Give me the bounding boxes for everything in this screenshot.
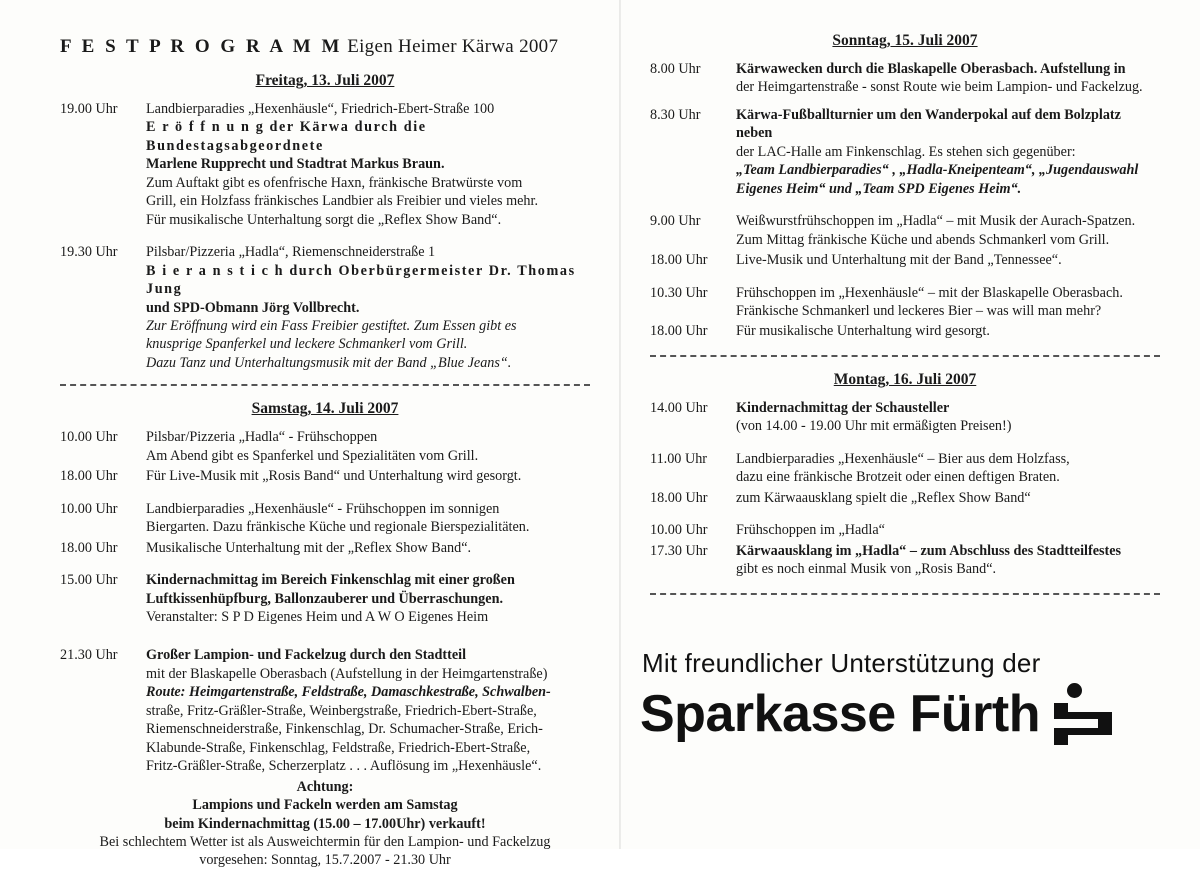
entry-line: knusprige Spanferkel und leckere Schmankerl vom Grill. — [146, 336, 468, 353]
entry-line: und SPD-Obmann Jörg Vollbrecht. — [146, 299, 360, 316]
entry-body — [146, 571, 590, 626]
entry-body — [146, 539, 590, 557]
program-entry — [60, 100, 590, 229]
page-title-spaced: F E S T P R O G R A M M — [60, 36, 343, 57]
entry-time: 10.00 Uhr — [60, 500, 118, 517]
entry-line: Am Abend gibt es Spanferkel und Spezialitäten vom Grill. — [146, 447, 479, 464]
program-entry — [60, 428, 590, 465]
entry-time: 14.00 Uhr — [650, 399, 708, 416]
program-entry — [650, 450, 1160, 487]
entry-line: Riemenschneiderstraße, Finkenschlag, Dr. Schumacher-Straße, Erich- — [146, 721, 543, 738]
entry-line: Pilsbar/Pizzeria „Hadla“ - Frühschoppen — [146, 429, 378, 446]
program-entry — [650, 106, 1160, 198]
program-entry — [650, 322, 1160, 340]
entry-line: Fritz-Gräßler-Straße, Scherzerplatz . . . Auflösung im „Hexenhäusle“. — [146, 758, 542, 775]
entry-body — [736, 521, 1160, 539]
entry-time: 8.00 Uhr — [650, 61, 701, 77]
program-entry — [650, 489, 1160, 507]
entry-line: Zum Mittag fränkische Küche und abends Schmankerl vom Grill. — [736, 231, 1110, 248]
entry-line: Landbierparadies „Hexenhäusle“ - Frühschoppen im sonnigen — [146, 500, 500, 517]
program-entry — [60, 571, 590, 626]
entry-time: 18.00 Uhr — [650, 252, 708, 269]
program-entry — [650, 251, 1160, 269]
entry-body — [736, 450, 1160, 487]
entry-time: 17.30 Uhr — [650, 542, 708, 559]
page-title — [60, 36, 590, 58]
spacer — [650, 99, 1160, 106]
entry-body — [736, 489, 1160, 507]
spacer — [650, 509, 1160, 521]
entry-line: Für musikalische Unterhaltung sorgt die „Reflex Show Band“. — [146, 211, 502, 228]
entry-line: Pilsbar/Pizzeria „Hadla“, Riemenschneiderstraße 1 — [146, 244, 436, 261]
entry-time: 10.00 Uhr — [650, 522, 708, 539]
entry-line: der LAC-Halle am Finkenschlag. Es stehen sich gegenüber: — [736, 143, 1076, 160]
entry-line: gibt es noch einmal Musik von „Rosis Band“. — [736, 561, 997, 578]
notice-fallback-line: vorgesehen: Sonntag, 15.7.2007 - 21.30 Uhr — [199, 852, 451, 869]
entry-line: Frühschoppen im „Hadla“ — [736, 522, 885, 539]
entry-body — [736, 284, 1160, 321]
spacer — [60, 231, 590, 243]
sponsor-intro-text: Mit freundlicher Unterstützung der — [642, 648, 1041, 678]
entry-line: (von 14.00 - 19.00 Uhr mit ermäßigten Preisen!) — [736, 418, 1012, 435]
entry-line: Biergarten. Dazu fränkische Küche und regionale Bierspezialitäten. — [146, 519, 530, 536]
entry-body — [146, 646, 590, 775]
spacer — [650, 200, 1160, 212]
entry-line: Für Live-Musik mit „Rosis Band“ und Unterhaltung wird gesorgt. — [146, 468, 522, 485]
notice-line: beim Kindernachmittag (15.00 – 17.00Uhr) verkauft! — [164, 815, 486, 832]
section-divider — [650, 593, 1160, 595]
entry-line: Musikalische Unterhaltung mit der „Reflex Show Band“. — [146, 539, 472, 556]
entry-time: 18.00 Uhr — [650, 323, 708, 340]
entry-line: „Team Landbierparadies“ , „Hadla-Kneipenteam“, „Jugendauswahl — [736, 162, 1139, 179]
entry-line: Kärwaausklang im „Hadla“ – zum Abschluss des Stadtteilfestes — [736, 542, 1122, 559]
day-heading-monday: Montag, 16. Juli 2007 — [833, 370, 977, 388]
sponsor-brand-name: Sparkasse Fürth — [640, 685, 1040, 743]
day-heading-sunday: Sonntag, 15. Juli 2007 — [832, 32, 978, 49]
entry-line: Landbierparadies „Hexenhäusle“, Friedrich-Ebert-Straße 100 — [146, 101, 495, 117]
entry-line: Veranstalter: S P D Eigenes Heim und A W O Eigenes Heim — [146, 608, 489, 625]
program-entry — [60, 467, 590, 485]
program-entry — [60, 646, 590, 775]
entry-line: straße, Fritz-Gräßler-Straße, Weinbergstraße, Friedrich-Ebert-Straße, — [146, 702, 537, 719]
program-entry — [650, 542, 1160, 579]
entry-time: 11.00 Uhr — [650, 450, 708, 467]
spacer — [60, 488, 590, 500]
entry-body — [146, 467, 590, 485]
entry-line: der Heimgartenstraße - sonst Route wie beim Lampion- und Fackelzug. — [736, 79, 1143, 96]
entry-time: 9.00 Uhr — [650, 213, 701, 230]
section-divider — [60, 384, 590, 386]
entry-time: 8.30 Uhr — [650, 106, 701, 123]
spacer — [60, 559, 590, 571]
entry-line: Frühschoppen im „Hexenhäusle“ – mit der Blaskapelle Oberasbach. — [736, 284, 1123, 301]
entry-time: 21.30 Uhr — [60, 647, 118, 664]
entry-body — [146, 428, 590, 465]
entry-line: E r ö f f n u n g der Kärwa durch die Bundestagsabgeordnete — [146, 119, 427, 154]
entry-body — [736, 212, 1160, 249]
entry-body — [146, 500, 590, 537]
entry-body — [736, 106, 1160, 198]
sponsor-block — [640, 648, 1180, 745]
program-entry — [650, 399, 1160, 436]
spacer — [60, 628, 590, 646]
notice-block — [60, 778, 590, 870]
entry-line: Weißwurstfrühschoppen im „Hadla“ – mit Musik der Aurach-Spatzen. — [736, 213, 1136, 230]
entry-line: B i e r a n s t i c h durch Oberbürgermeister Dr. Thomas Jung — [146, 262, 576, 298]
entry-line: Kindernachmittag im Bereich Finkenschlag mit einer großen — [146, 572, 515, 589]
entry-body — [146, 243, 590, 372]
entry-body — [736, 399, 1160, 436]
entry-time: 15.00 Uhr — [60, 572, 118, 589]
entry-line: Fränkische Schmankerl und leckeres Bier – was will man mehr? — [736, 302, 1102, 319]
notice-heading: Achtung: — [296, 778, 354, 795]
entry-time: 19.30 Uhr — [60, 244, 118, 261]
program-entry — [650, 284, 1160, 321]
page-title-rest: Eigen Heimer Kärwa 2007 — [347, 36, 559, 57]
sparkasse-s-logo-icon — [1054, 683, 1114, 745]
entry-time: 19.00 Uhr — [60, 101, 118, 117]
spacer — [650, 438, 1160, 450]
entry-line: Kärwawecken durch die Blaskapelle Oberasbach. Aufstellung in — [736, 61, 1126, 77]
entry-line: mit der Blaskapelle Oberasbach (Aufstellung in der Heimgartenstraße) — [146, 665, 548, 682]
entry-time: 10.00 Uhr — [60, 429, 118, 446]
entry-body — [146, 100, 590, 229]
entry-line: Grill, ein Holzfass fränkisches Landbier als Freibier und vieles mehr. — [146, 193, 539, 210]
program-entry — [650, 521, 1160, 539]
entry-line: Großer Lampion- und Fackelzug durch den Stadtteil — [146, 647, 467, 664]
program-entry — [650, 60, 1160, 97]
entry-line: zum Kärwaausklang spielt die „Reflex Show Band“ — [736, 489, 1031, 506]
spacer — [650, 272, 1160, 284]
entry-line: dazu eine fränkische Brotzeit oder einen deftigen Braten. — [736, 469, 1060, 486]
entry-body — [736, 322, 1160, 340]
section-divider — [650, 355, 1160, 357]
entry-line: Kärwa-Fußballturnier um den Wanderpokal auf dem Bolzplatz neben — [736, 106, 1121, 142]
entry-line: Landbierparadies „Hexenhäusle“ – Bier aus dem Holzfass, — [736, 450, 1070, 467]
program-entry — [60, 539, 590, 557]
entry-line: Route: Heimgartenstraße, Feldstraße, Damaschkestraße, Schwalben- — [146, 684, 551, 701]
entry-line: Für musikalische Unterhaltung wird gesorgt. — [736, 323, 990, 340]
notice-line: Lampions und Fackeln werden am Samstag — [192, 797, 458, 814]
sponsor-brand-row — [640, 683, 1180, 745]
entry-time: 18.00 Uhr — [60, 468, 118, 485]
entry-line: Zur Eröffnung wird ein Fass Freibier gestiftet. Zum Essen gibt es — [146, 317, 517, 334]
program-entry — [60, 500, 590, 537]
entry-line: Marlene Rupprecht und Stadtrat Markus Braun. — [146, 156, 445, 173]
entry-time: 18.00 Uhr — [650, 489, 708, 506]
entry-time: 18.00 Uhr — [60, 539, 118, 556]
program-entry — [60, 243, 590, 372]
entry-line: Dazu Tanz und Unterhaltungsmusik mit der Band „Blue Jeans“. — [146, 354, 512, 371]
entry-line: Klabunde-Straße, Finkenschlag, Feldstraße, Friedrich-Ebert-Straße, — [146, 739, 531, 756]
entry-body — [736, 251, 1160, 269]
entry-body — [736, 542, 1160, 579]
day-heading-friday: Freitag, 13. Juli 2007 — [255, 72, 395, 89]
entry-time: 10.30 Uhr — [650, 284, 708, 301]
entry-body — [736, 60, 1160, 97]
program-entry — [650, 212, 1160, 249]
entry-line: Eigenes Heim“ und „Team SPD Eigenes Heim“. — [736, 180, 1022, 197]
notice-fallback-line: Bei schlechtem Wetter ist als Ausweichtermin für den Lampion- und Fackelzug — [99, 833, 551, 850]
entry-line: Luftkissenhüpfburg, Ballonzauberer und Überraschungen. — [146, 590, 504, 607]
day-heading-saturday: Samstag, 14. Juli 2007 — [251, 400, 399, 418]
entry-line: Live-Musik und Unterhaltung mit der Band „Tennessee“. — [736, 252, 1062, 269]
entry-line: Zum Auftakt gibt es ofenfrische Haxn, fränkische Bratwürste vom — [146, 174, 523, 191]
entry-line: Kindernachmittag der Schausteller — [736, 399, 950, 416]
